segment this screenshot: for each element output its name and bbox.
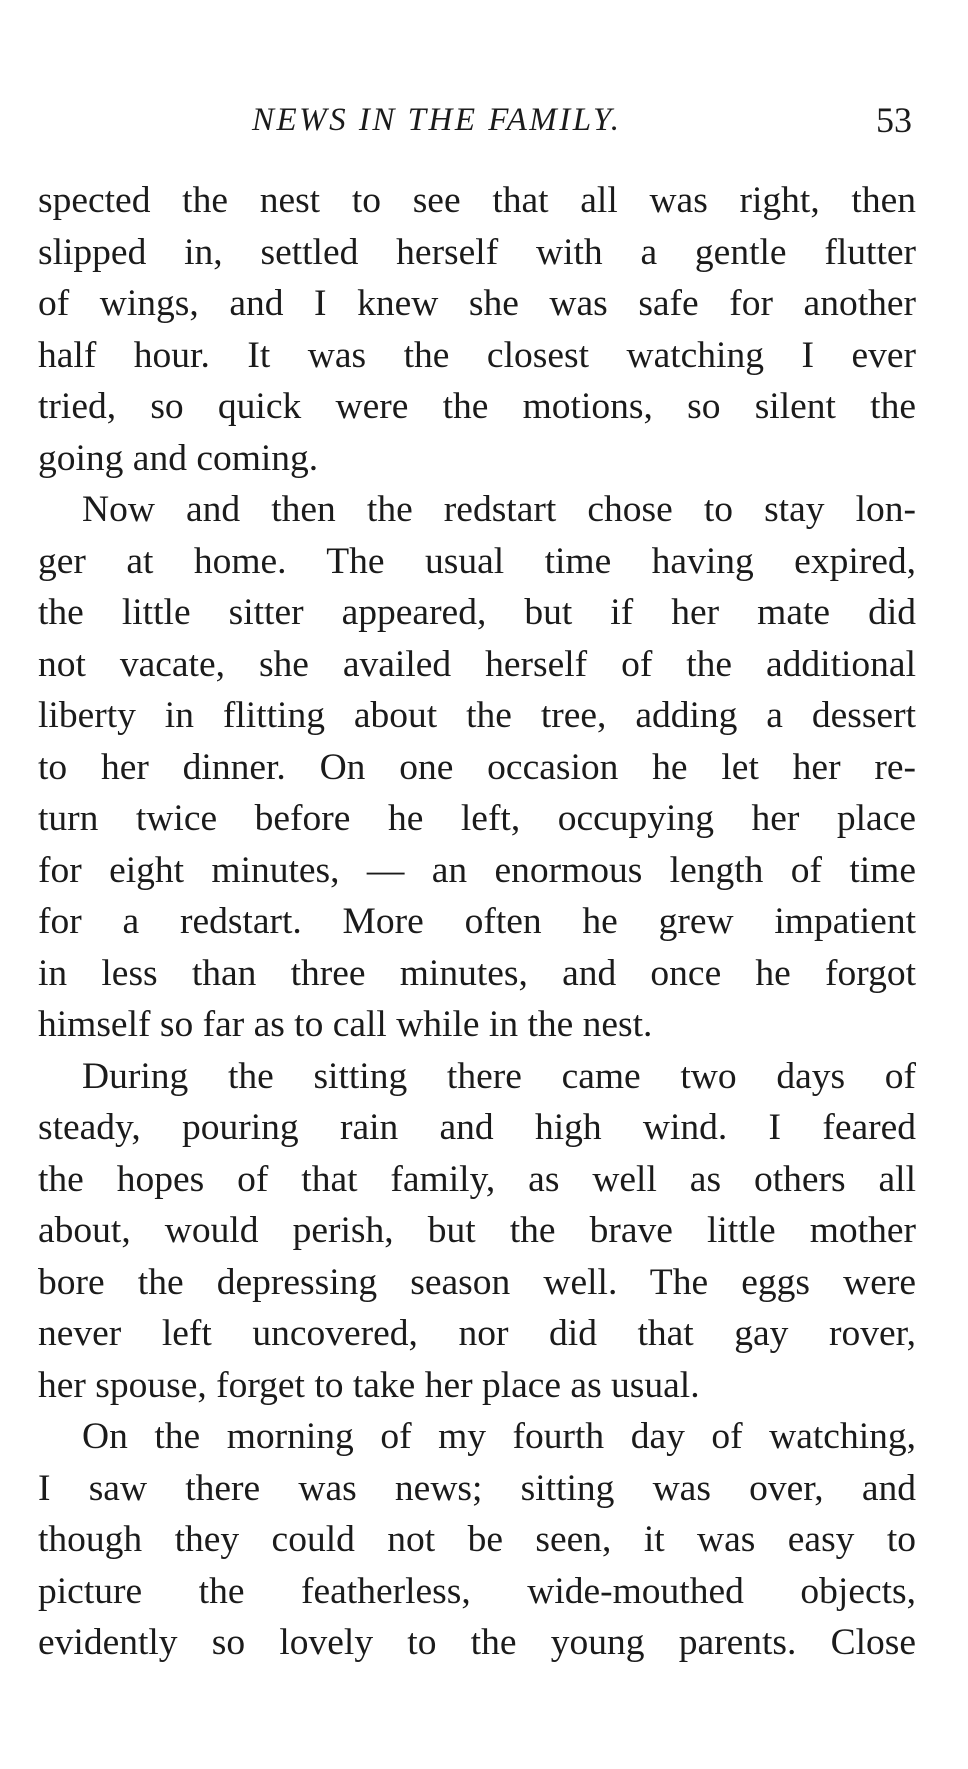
text-line: never left uncovered, nor did that gay rover,: [38, 1313, 916, 1354]
running-head: [0, 92, 968, 148]
text-line: evidently so lovely to the young parents. Close: [38, 1622, 916, 1663]
text-line: I saw there was news; sitting was over, and: [38, 1467, 916, 1509]
text-line: During the sitting there came two days of: [82, 1055, 916, 1097]
text-line: steady, pouring rain and high wind. I feared: [38, 1107, 916, 1148]
paragraph: [38, 175, 916, 484]
text-line: for a redstart. More often he grew impatient: [38, 901, 916, 942]
text-line: bore the depressing season well. The eggs were: [38, 1261, 916, 1303]
text-line: about, would perish, but the brave little mother: [38, 1210, 916, 1251]
text-line: picture the featherless, wide-mouthed objects,: [38, 1570, 916, 1612]
text-line: the little sitter appeared, but if her mate did: [38, 592, 916, 633]
text-line: turn twice before he left, occupying her place: [38, 798, 916, 839]
page-number: 53: [876, 100, 912, 140]
text-line: ger at home. The usual time having expired,: [38, 540, 916, 582]
text-line: going and coming.: [38, 437, 319, 479]
text-line: her spouse, forget to take her place as usual.: [38, 1364, 700, 1406]
text-line: half hour. It was the closest watching I ever: [38, 334, 916, 376]
text-line: On the morning of my fourth day of watching,: [82, 1416, 916, 1457]
text-line: not vacate, she availed herself of the additional: [38, 643, 916, 685]
text-line: the hopes of that family, as well as others all: [38, 1158, 916, 1200]
text-line: tried, so quick were the motions, so silent the: [38, 386, 916, 427]
text-line: spected the nest to see that all was right, then: [38, 180, 916, 221]
text-line: himself so far as to call while in the nest.: [38, 1004, 653, 1045]
text-line: to her dinner. On one occasion he let her re-: [38, 746, 916, 788]
body-text: [38, 175, 916, 1669]
text-line: of wings, and I knew she was safe for another: [38, 283, 916, 324]
text-line: Now and then the redstart chose to stay lon-: [82, 489, 916, 530]
paragraph: [38, 1051, 916, 1412]
text-line: in less than three minutes, and once he forgot: [38, 952, 916, 994]
text-line: though they could not be seen, it was easy to: [38, 1519, 916, 1560]
text-line: slipped in, settled herself with a gentle flutter: [38, 231, 916, 273]
paragraph: [38, 1411, 916, 1669]
paragraph: [38, 484, 916, 1051]
running-title: NEWS IN THE FAMILY.: [252, 102, 622, 138]
text-line: liberty in flitting about the tree, adding a dessert: [38, 695, 916, 736]
text-line: for eight minutes, — an enormous length of time: [38, 849, 916, 891]
